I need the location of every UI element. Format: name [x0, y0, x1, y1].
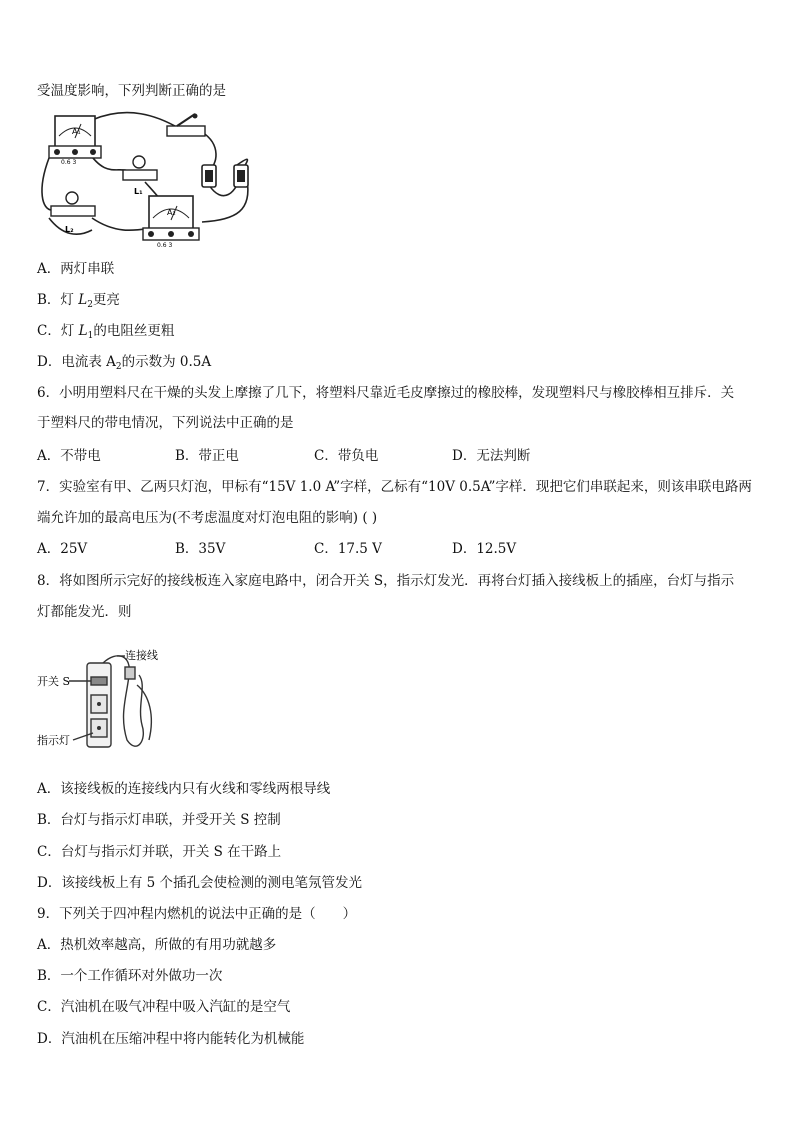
circuit-diagram	[37, 110, 267, 250]
q5-option-a: A．两灯串联	[37, 261, 115, 277]
q8-option-c: C．台灯与指示灯并联，开关 S 在干路上	[37, 844, 282, 860]
label-connecting-wire: 连接线	[125, 649, 158, 662]
q6-options	[37, 447, 757, 465]
q7-option-a: A．25V	[37, 541, 88, 557]
q8-option-d: D．该接线板上有 5 个插孔会使检测的测电笔氖管发光	[37, 875, 362, 891]
q5-intro: 受温度影响，下列判断正确的是	[37, 83, 226, 99]
a2-scale: 0.6 3	[157, 242, 173, 249]
power-strip-figure	[37, 645, 167, 755]
l2-label: L₂	[65, 225, 74, 234]
q7-option-b: B．35V	[175, 541, 226, 557]
q7-option-d: D．12.5V	[452, 541, 517, 557]
socket-hole-icon	[97, 726, 101, 730]
q9-option-d: D．汽油机在压缩冲程中将内能转化为机械能	[37, 1031, 305, 1047]
q7-options	[37, 540, 757, 558]
q6-option-d: D．无法判断	[452, 448, 531, 464]
a1-scale: 0.6 3	[61, 159, 77, 166]
ammeter-a2	[143, 196, 199, 249]
q6-stem-line2: 于塑料尺的带电情况，下列说法中正确的是	[37, 415, 294, 431]
q7-option-c: C．17.5 V	[314, 541, 382, 557]
label-indicator-light: 指示灯	[37, 734, 70, 747]
q9-option-a: A．热机效率越高，所做的有用功就越多	[37, 937, 277, 953]
q6-option-b: B．带正电	[175, 448, 239, 464]
q6-option-c: C．带负电	[314, 448, 379, 464]
a1-label: A₁	[72, 127, 81, 136]
q5-option-d: D．电流表 $A_2$的示数为 0.5A	[37, 354, 212, 372]
l1-label: L₁	[134, 187, 143, 196]
battery-pair	[202, 165, 248, 187]
ammeter-a1	[49, 116, 101, 166]
q9-option-c: C．汽油机在吸气冲程中吸入汽缸的是空气	[37, 999, 291, 1015]
label-switch-s: 开关 S	[37, 675, 71, 688]
q5-option-b: B．灯 $L_2$更亮	[37, 292, 120, 310]
q9-option-b: B．一个工作循环对外做功一次	[37, 968, 223, 984]
socket-hole-icon	[97, 702, 101, 706]
a2-label: A₂	[167, 208, 176, 217]
q9-stem: 9．下列关于四冲程内燃机的说法中正确的是（ ）	[37, 906, 357, 922]
q7-stem-line1: 7．实验室有甲、乙两只灯泡，甲标有“15V 1.0 A”字样，乙标有“10V 0.5A”字样．现把它们串联起来，则该串联电路两	[37, 479, 752, 495]
q5-option-c: C．灯 $L_1$的电阻丝更粗	[37, 323, 175, 341]
q8-option-a: A．该接线板的连接线内只有火线和零线两根导线	[37, 781, 331, 797]
q7-stem-line2: 端允许加的最高电压为(不考虑温度对灯泡电阻的影响) ( )	[37, 510, 378, 526]
q8-stem-line1: 8．将如图所示完好的接线板连入家庭电路中，闭合开关 S，指示灯发光．再将台灯插入接线板上的插座，台灯与指示	[37, 573, 735, 589]
q6-option-a: A．不带电	[37, 448, 101, 464]
q8-stem-line2: 灯都能发光．则	[37, 604, 132, 620]
q8-option-b: B．台灯与指示灯串联，并受开关 S 控制	[37, 812, 281, 828]
q6-stem-line1: 6．小明用塑料尺在干燥的头发上摩擦了几下，将塑料尺靠近毛皮摩擦过的橡胶棒，发现塑料尺与橡胶棒相互排斥．关	[37, 385, 735, 401]
